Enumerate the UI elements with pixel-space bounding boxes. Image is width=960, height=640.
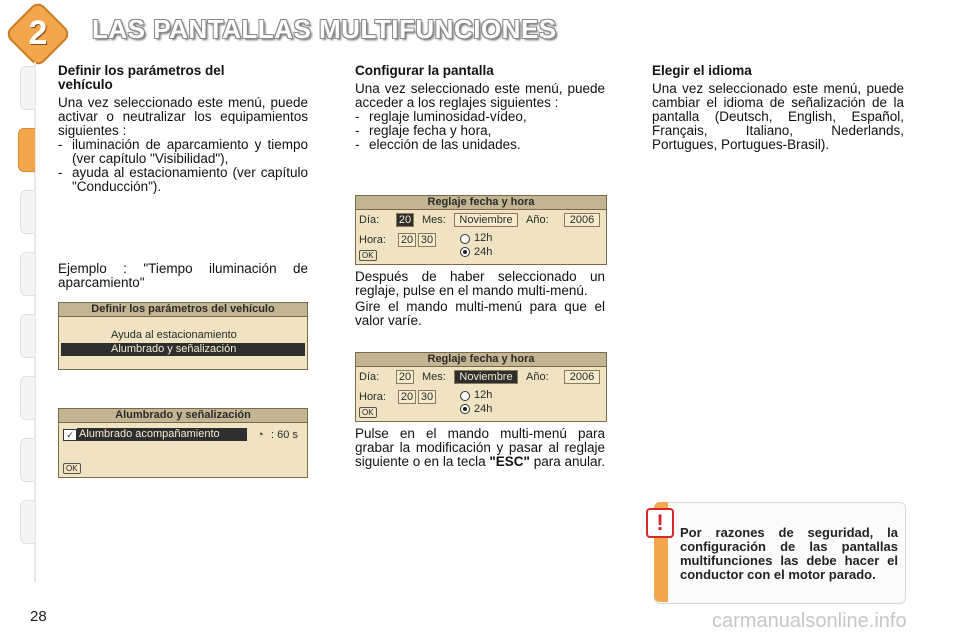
- lcd-hour-label: Hora:: [359, 391, 386, 403]
- lcd-title: Reglaje fecha y hora: [356, 196, 606, 210]
- lcd-title: Reglaje fecha y hora: [356, 353, 606, 367]
- side-tab-2-active[interactable]: [18, 128, 35, 172]
- lcd-hour-field[interactable]: 20: [398, 390, 416, 404]
- clock-icon: ◔: [257, 429, 264, 441]
- lcd-vehicle-params: [58, 302, 308, 370]
- lcd-setting-value[interactable]: : 60 s: [271, 429, 298, 441]
- side-tab-8[interactable]: [20, 500, 35, 544]
- confirm-text: Pulse en el mando multi-menú para grabar la modificación y pasar al reglaje siguiente o en la tecla: [355, 426, 605, 469]
- lcd-12h-label: 12h: [474, 389, 493, 401]
- lcd-ok-button[interactable]: OK: [63, 463, 81, 474]
- lcd-setting-label[interactable]: Alumbrado acompañamiento: [77, 428, 247, 441]
- after-select-text: Después de haber seleccionado un reglaje, pulse en el mando multi-menú.: [355, 269, 605, 298]
- lcd-minute-field[interactable]: 30: [418, 390, 436, 404]
- esc-key-label: "ESC": [489, 454, 530, 469]
- lcd-month-field[interactable]: Noviembre: [454, 213, 518, 227]
- lcd-ok-button[interactable]: OK: [359, 250, 377, 261]
- lcd-hour-field[interactable]: 20: [398, 233, 416, 247]
- lcd-month-label: Mes:: [422, 214, 446, 226]
- column-vehicle-params: [58, 64, 308, 194]
- side-tab-1[interactable]: [20, 66, 35, 110]
- lcd-day-label: Día:: [359, 371, 380, 383]
- radio-12h[interactable]: [460, 391, 470, 401]
- list-item: - elección de las unidades.: [355, 138, 605, 152]
- lcd-ok-button[interactable]: OK: [359, 407, 377, 418]
- lcd-hour-label: Hora:: [359, 234, 386, 246]
- heading-language: Elegir el idioma: [652, 63, 752, 78]
- language-text: Una vez seleccionado este menú, puede cambiar el idioma de señalización de la pantalla (Deutsch, English, Español, Français, Italiano, Nederlands, Portugues, Portugues-Brasil).: [652, 81, 904, 152]
- lcd-title: Definir los parámetros del vehículo: [59, 303, 307, 317]
- lcd-24h-label: 24h: [474, 246, 493, 258]
- warning-icon: !: [646, 508, 674, 538]
- check-icon[interactable]: ✓: [63, 429, 77, 441]
- rotate-text: Gire el mando multi-menú para que el valor varíe.: [355, 299, 605, 328]
- lcd-year-label: Año:: [526, 214, 549, 226]
- lcd-24h-label: 24h: [474, 403, 493, 415]
- lcd-month-field[interactable]: Noviembre: [454, 370, 518, 384]
- lcd-day-field[interactable]: 20: [396, 213, 414, 227]
- lcd-day-label: Día:: [359, 214, 380, 226]
- chapter-number: 2: [28, 14, 48, 52]
- example-caption: Ejemplo : "Tiempo iluminación de aparcamiento": [58, 261, 308, 290]
- list-item: - reglaje fecha y hora,: [355, 124, 605, 138]
- column-language: [652, 64, 904, 152]
- heading-vehicle-params: Definir los parámetros del vehículo: [58, 63, 225, 92]
- lcd-month-label: Mes:: [422, 371, 446, 383]
- radio-24h[interactable]: [460, 404, 470, 414]
- lcd-day-field[interactable]: 20: [396, 370, 414, 384]
- watermark: carmanualsonline.info: [712, 610, 907, 632]
- lcd-year-field[interactable]: 2006: [564, 213, 600, 227]
- heading-screen-config: Configurar la pantalla: [355, 63, 494, 78]
- screen-config-intro: Una vez seleccionado este menú, puede acceder a los reglajes siguientes :: [355, 81, 605, 110]
- lcd-menu-row[interactable]: Ayuda al estacionamiento: [111, 329, 237, 341]
- vehicle-intro: Una vez seleccionado este menú, puede activar o neutralizar los equipamientos siguientes :: [58, 95, 308, 138]
- side-tab-7[interactable]: [20, 438, 35, 482]
- lcd-lighting: [58, 408, 308, 478]
- side-tab-5[interactable]: [20, 314, 35, 358]
- list-item: - ayuda al estacionamiento (ver capítulo "Conducción").: [58, 166, 308, 194]
- page-number: 28: [30, 608, 47, 625]
- column-screen-config: [355, 64, 605, 152]
- radio-24h[interactable]: [460, 247, 470, 257]
- radio-12h[interactable]: [460, 234, 470, 244]
- warning-text: Por razones de seguridad, la configuración de las pantallas multifunciones las debe hacer el conductor con el motor parado.: [680, 525, 898, 582]
- lcd-date-month: [355, 352, 607, 422]
- list-item: - iluminación de aparcamiento y tiempo (ver capítulo "Visibilidad"),: [58, 138, 308, 166]
- lcd-year-label: Año:: [526, 371, 549, 383]
- side-tab-4[interactable]: [20, 252, 35, 296]
- lcd-menu-row-selected[interactable]: Alumbrado y señalización: [61, 343, 305, 356]
- list-item: - reglaje luminosidad-vídeo,: [355, 110, 605, 124]
- lcd-year-field[interactable]: 2006: [564, 370, 600, 384]
- lcd-12h-label: 12h: [474, 232, 493, 244]
- lcd-minute-field[interactable]: 30: [418, 233, 436, 247]
- cancel-text: para anular.: [533, 454, 605, 469]
- lcd-date-day: [355, 195, 607, 265]
- lcd-title: Alumbrado y señalización: [59, 409, 307, 423]
- page-title: LAS PANTALLAS MULTIFUNCIONES: [92, 14, 557, 44]
- side-tab-3[interactable]: [20, 190, 35, 234]
- side-tab-6[interactable]: [20, 376, 35, 420]
- date-instructions: [355, 270, 605, 328]
- confirm-instructions: [355, 427, 605, 469]
